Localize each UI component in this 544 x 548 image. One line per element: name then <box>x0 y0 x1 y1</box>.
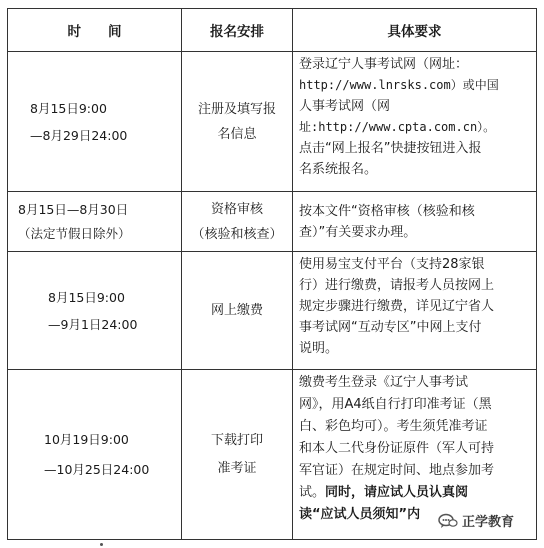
time-cell <box>8 252 182 370</box>
decorative-dot <box>100 543 103 546</box>
req-line: 名系统报名。 <box>299 162 378 177</box>
req-bold-text: 读“应试人员须知”内 <box>299 507 421 522</box>
req-line <box>299 482 532 504</box>
time-start: 8月15日—8月30日 <box>18 201 129 217</box>
req-line: 址:http://www.cpta.com.cn）。 <box>299 120 496 134</box>
req-line: 说明。 <box>299 341 339 356</box>
table-header-row <box>8 9 537 52</box>
time-start: 8月15日9:00 <box>48 289 125 305</box>
req-line: 事考试网“互动专区”中网上支付 <box>299 320 482 335</box>
arrangement-cell <box>182 370 293 540</box>
req-line: 白、彩色均可）。考生须凭准考证 <box>299 419 488 434</box>
req-line: 查）”有关要求办理。 <box>299 224 417 240</box>
req-line: 点击“网上报名”快捷按钮进入报 <box>299 141 482 156</box>
time-cell <box>8 370 182 540</box>
time-end: —9月1日24:00 <box>48 316 138 332</box>
header-arrangement: 报名安排 <box>182 9 293 52</box>
req-line: 人事考试网（网 <box>299 99 391 114</box>
time-end: （法定节假日除外） <box>18 225 131 241</box>
arrangement-cell <box>182 252 293 370</box>
req-line: 按本文件“资格审核（核验和核 <box>299 203 475 219</box>
arrangement-line: （核验和核查） <box>191 226 283 242</box>
arrangement-line: 资格审核 <box>210 201 263 217</box>
req-text: 试。 <box>299 485 326 500</box>
table-row <box>8 252 537 370</box>
time-end: —10月25日24:00 <box>44 461 150 477</box>
req-line: http://www.lnrsks.com）或中国 <box>299 78 499 92</box>
req-line: 军官证）在规定时间、地点参加考 <box>299 463 495 478</box>
requirements-cell <box>293 252 537 370</box>
time-end: —8月29日24:00 <box>30 127 128 143</box>
header-requirements: 具体要求 <box>293 9 537 52</box>
requirements-cell <box>293 52 537 192</box>
time-start: 8月15日9:00 <box>30 100 107 116</box>
req-bold-text: 同时，请应试人员认真阅 <box>325 485 469 500</box>
req-line: 登录辽宁人事考试网（网址： <box>299 57 469 72</box>
time-cell <box>8 192 182 252</box>
arrangement-line: 准考证 <box>217 460 257 476</box>
header-time: 时 间 <box>8 9 182 52</box>
chat-bubble-icon <box>438 513 458 529</box>
time-start: 10月19日9:00 <box>44 431 129 447</box>
req-line: 和本人二代身份证原件（军人可持 <box>299 441 495 456</box>
arrangement-line: 下载打印 <box>210 432 263 448</box>
arrangement-cell <box>182 192 293 252</box>
req-line: 网》，用A4纸自行打印准考证（黑 <box>299 397 492 412</box>
req-line: 缴费考生登录《辽宁人事考试 <box>299 375 469 390</box>
req-line: 规定步骤进行缴费，详见辽宁省人 <box>299 299 495 314</box>
registration-schedule-table <box>7 8 537 540</box>
requirements-cell <box>293 192 537 252</box>
time-cell <box>8 52 182 192</box>
arrangement-cell <box>182 52 293 192</box>
watermark-text: 正学教育 <box>461 515 514 530</box>
table-row <box>8 192 537 252</box>
table-row <box>8 52 537 192</box>
arrangement-line: 网上缴费 <box>210 303 263 318</box>
arrangement-line: 注册及填写报 <box>197 101 276 117</box>
watermark <box>434 509 518 532</box>
req-line: 使用易宝支付平台（支持28家银 <box>299 257 485 272</box>
arrangement-line: 名信息 <box>217 126 257 142</box>
req-line: 行）进行缴费，请报考人员按网上 <box>299 278 495 293</box>
